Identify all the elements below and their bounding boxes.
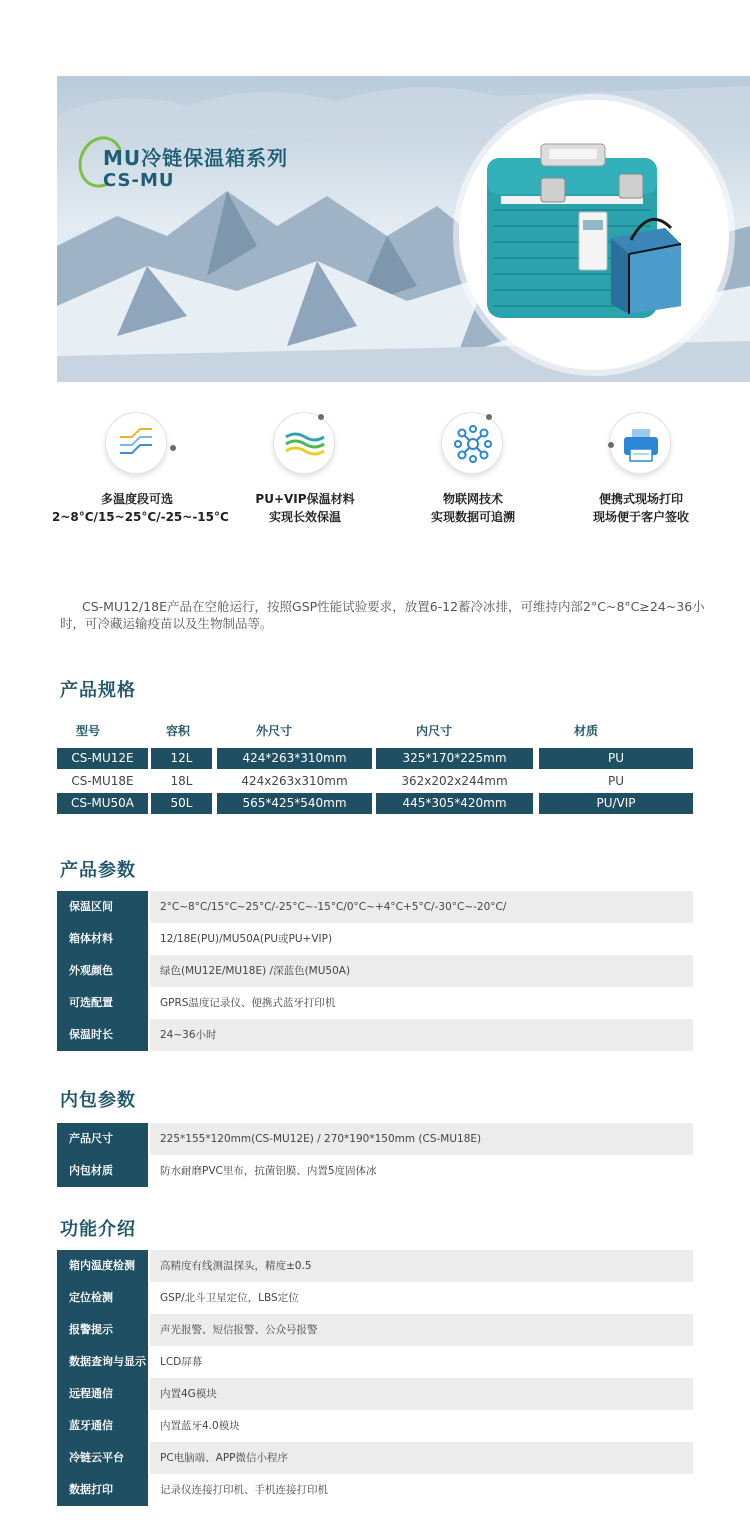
row-label: 数据查询与显示 (57, 1346, 148, 1378)
table-row (57, 1314, 693, 1346)
spec-cell-volume: 12L (151, 748, 212, 769)
row-value: LCD屏幕 (160, 1356, 203, 1368)
row-label: 箱体材料 (57, 923, 148, 955)
section-title-functions: 功能介绍 (60, 1219, 136, 1240)
printer-icon (610, 413, 672, 475)
spec-cell-model: CS-MU12E (57, 748, 148, 769)
spec-cell-outer: 565*425*540mm (217, 793, 372, 814)
dot-decoration (608, 442, 614, 448)
temperature-lines-icon (106, 413, 168, 475)
row-value: 绿色(MU12E/MU18E) /深蓝色(MU50A) (150, 955, 693, 987)
spec-row (57, 771, 693, 792)
feature-desc: 实现长效保温 (268, 510, 341, 524)
table-row (57, 987, 693, 1019)
table-row (57, 1155, 693, 1187)
row-value: 内置蓝牙4.0模块 (160, 1420, 240, 1432)
dot-decoration (170, 445, 176, 451)
feature-title: 多温度段可选 (100, 492, 173, 506)
row-label: 箱内温度检测 (57, 1250, 148, 1282)
hero-banner (57, 76, 750, 382)
spec-cell-model: CS-MU18E (71, 774, 134, 788)
row-value: 记录仪连接打印机、手机连接打印机 (160, 1484, 328, 1496)
spec-cell-volume: 50L (151, 793, 212, 814)
row-label: 冷链云平台 (57, 1442, 148, 1474)
row-label: 保温时长 (57, 1019, 148, 1051)
params-table (57, 891, 693, 1051)
insulation-waves-icon (274, 413, 336, 475)
product-image-circle (459, 100, 729, 370)
row-label: 内包材质 (57, 1155, 148, 1187)
row-value: 高精度有线测温探头，精度±0.5 (150, 1250, 693, 1282)
table-row (57, 1282, 693, 1314)
row-value: 12/18E(PU)/MU50A(PU或PU+VIP) (160, 933, 333, 945)
table-row (57, 1346, 693, 1378)
row-value: GPRS温度记录仪、便携式蓝牙打印机 (160, 997, 336, 1009)
table-row (57, 1378, 693, 1410)
spec-cell-volume: 18L (170, 774, 193, 788)
row-value: 防水耐磨PVC里布，抗菌铝膜、内置5度固体冰 (160, 1165, 377, 1177)
row-value: 225*155*120mm(CS-MU12E) / 270*190*150mm (CS-MU18E) (150, 1123, 693, 1155)
row-label: 定位检测 (57, 1282, 148, 1314)
spec-cell-inner: 362x202x244mm (401, 774, 508, 788)
spec-cell-outer: 424x263x310mm (241, 774, 348, 788)
row-label: 外观颜色 (57, 955, 148, 987)
row-value: 24~36小时 (150, 1019, 693, 1051)
spec-cell-inner: 445*305*420mm (376, 793, 533, 814)
spec-header-model: 型号 (76, 724, 101, 738)
table-row (57, 1442, 693, 1474)
row-label: 远程通信 (57, 1378, 148, 1410)
cooler-box-image (459, 100, 729, 370)
intro-paragraph: CS-MU12/18E产品在空舱运行，按照GSP性能试验要求，放置6-12蓄冷冰排，可维持内部2°C~8°C≥24~36小时，可冷藏运输疫苗以及生物制品等。 (60, 599, 705, 631)
iot-network-icon (442, 413, 504, 475)
inner-table (57, 1123, 693, 1187)
dot-decoration (318, 414, 324, 420)
row-label: 可选配置 (57, 987, 148, 1019)
spec-cell-inner: 325*170*225mm (376, 748, 533, 769)
spec-header-volume: 容积 (166, 724, 191, 738)
spec-header-outer-size: 外尺寸 (256, 724, 293, 738)
table-row (57, 1123, 693, 1155)
feature-desc: 现场便于客户签收 (592, 510, 689, 524)
feature-title: PU+VIP保温材料 (255, 492, 355, 506)
row-value: 2°C~8°C/15°C~25°C/-25°C~-15°C/0°C~+4°C+5°C/-30°C~-20°C/ (150, 891, 693, 923)
spec-header-inner-size: 内尺寸 (416, 724, 453, 738)
section-title-spec: 产品规格 (60, 680, 136, 701)
feature-title: 物联网技术 (442, 492, 503, 506)
series-title: MU冷链保温箱系列 (103, 146, 289, 170)
functions-table (57, 1250, 693, 1506)
row-label: 保温区间 (57, 891, 148, 923)
spec-row (57, 748, 693, 769)
table-row (57, 1019, 693, 1051)
table-row (57, 891, 693, 923)
row-value: GSP/北斗卫星定位，LBS定位 (160, 1292, 299, 1304)
section-title-inner: 内包参数 (60, 1090, 136, 1111)
feature-title: 便携式现场打印 (598, 492, 683, 506)
dot-decoration (486, 414, 492, 420)
row-label: 报警提示 (57, 1314, 148, 1346)
spec-header-material: 材质 (574, 724, 599, 738)
feature-desc: 实现数据可追溯 (430, 510, 515, 524)
row-label: 数据打印 (57, 1474, 148, 1506)
spec-cell-material: PU/VIP (539, 793, 693, 814)
spec-cell-outer: 424*263*310mm (217, 748, 372, 769)
table-row (57, 923, 693, 955)
spec-cell-material: PU (607, 774, 625, 788)
section-title-params: 产品参数 (60, 860, 136, 881)
table-row (57, 1474, 693, 1506)
row-label: 产品尺寸 (57, 1123, 148, 1155)
spec-cell-material: PU (539, 748, 693, 769)
row-value: PC电脑端、APP微信小程序 (150, 1442, 693, 1474)
row-value: 内置4G模块 (150, 1378, 693, 1410)
feature-desc: 2~8°C/15~25°C/-25~-15°C (52, 510, 229, 524)
row-value: 声光报警、短信报警、公众号报警 (150, 1314, 693, 1346)
series-model: CS-MU (103, 170, 175, 191)
table-row (57, 955, 693, 987)
spec-row (57, 793, 693, 814)
table-row (57, 1250, 693, 1282)
spec-cell-model: CS-MU50A (57, 793, 148, 814)
row-label: 蓝牙通信 (57, 1410, 148, 1442)
table-row (57, 1410, 693, 1442)
